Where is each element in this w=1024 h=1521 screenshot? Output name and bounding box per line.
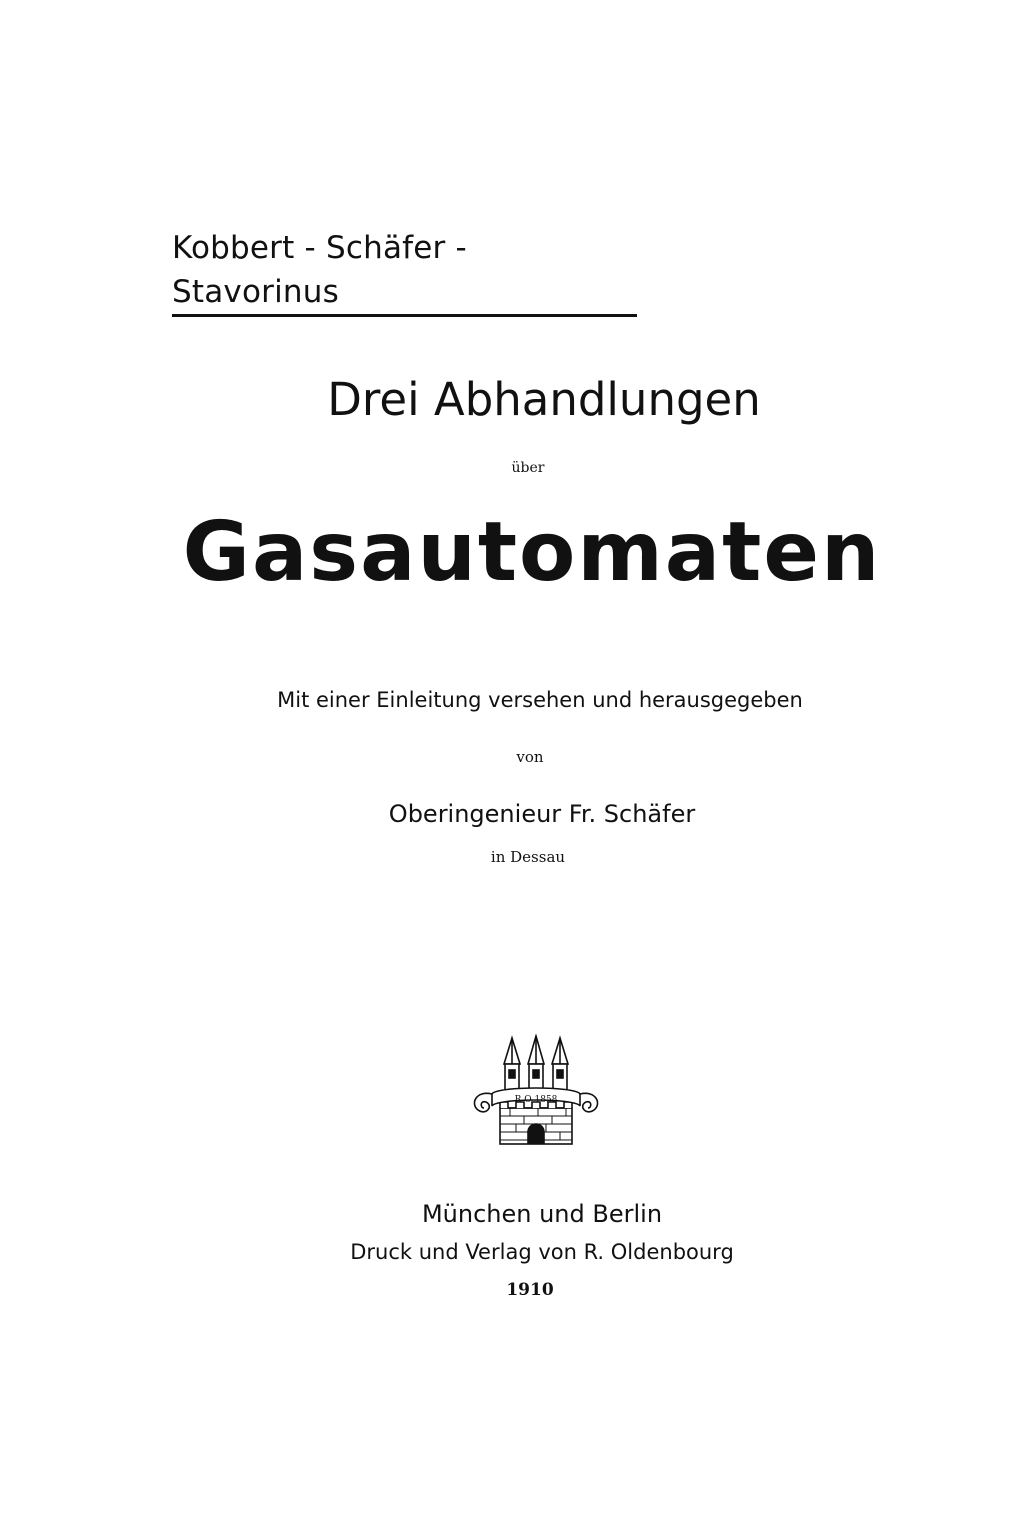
printer-line: Druck und Verlag von R. Oldenbourg <box>350 1240 734 1264</box>
by-line: von <box>516 748 544 766</box>
title-connector: über <box>511 460 545 476</box>
main-title: Gasautomaten <box>182 505 882 600</box>
publication-city: München und Berlin <box>421 1200 663 1228</box>
castle-emblem-icon <box>466 1034 606 1146</box>
author-line: Kobbert - Schäfer - Stavorinus <box>172 226 637 317</box>
subtitle: Mit einer Einleitung versehen und herausgegeben <box>277 688 803 712</box>
svg-text:R O 1858: R O 1858 <box>514 1095 558 1105</box>
publication-year: 1910 <box>506 1280 554 1300</box>
editor-location: in Dessau <box>490 848 566 866</box>
title-top: Drei Abhandlungen <box>327 373 761 426</box>
editor-name: Oberingenieur Fr. Schäfer <box>388 800 696 828</box>
